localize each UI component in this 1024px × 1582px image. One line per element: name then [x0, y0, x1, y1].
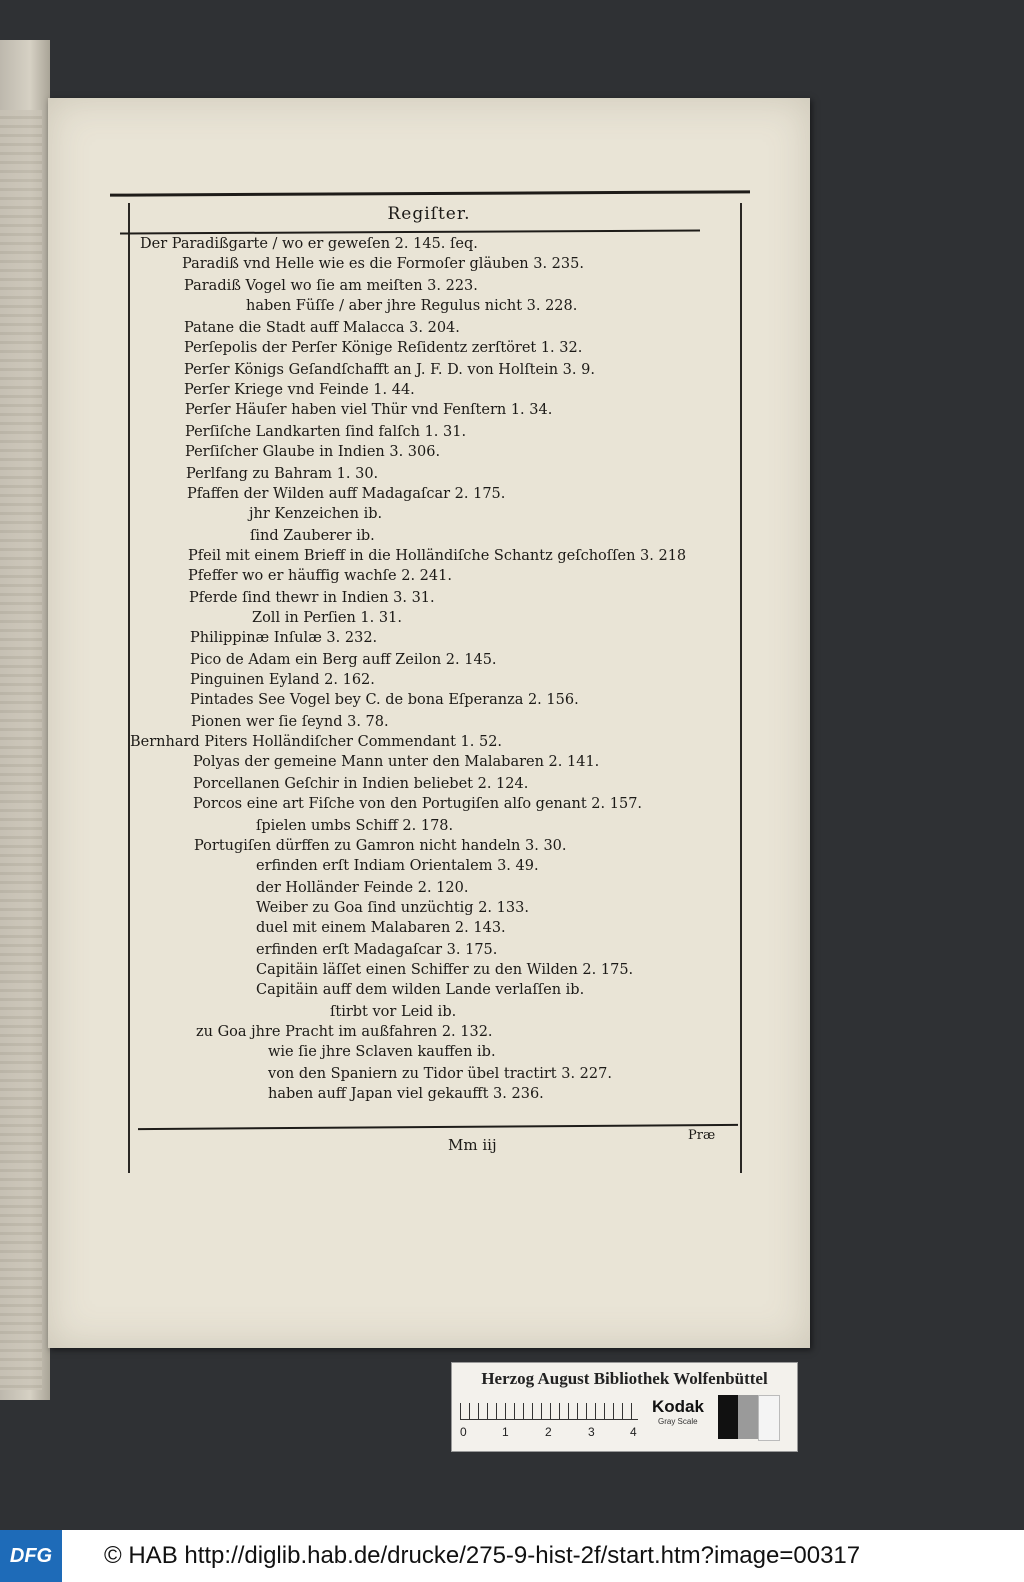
ruler-label: 4 — [630, 1425, 637, 1439]
ruler-label: 2 — [545, 1425, 552, 1439]
register-entry: ſtirbt vor Leid ib. — [330, 1004, 457, 1020]
color-calibration-card — [451, 1362, 798, 1452]
ruler-label: 3 — [588, 1425, 595, 1439]
register-entry: Paradiß vnd Helle wie es die Formoſer gläuben 3. 235. — [182, 256, 584, 272]
register-entry: Pferde ſind thewr in Indien 3. 31. — [189, 590, 435, 606]
gray-patch-black — [718, 1395, 738, 1439]
register-entry: erfinden erſt Madagaſcar 3. 175. — [256, 942, 498, 958]
register-entry: Perſiſcher Glaube in Indien 3. 306. — [185, 444, 441, 460]
register-entry: Pionen wer ſie ſeynd 3. 78. — [191, 714, 389, 730]
register-entry: von den Spaniern zu Tidor übel tractirt 3. 227. — [268, 1066, 612, 1082]
register-entry: haben auff Japan viel gekaufft 3. 236. — [268, 1086, 544, 1102]
register-entry: Philippinæ Inſulæ 3. 232. — [190, 630, 378, 646]
register-entry: ſpielen umbs Schiff 2. 178. — [256, 818, 454, 834]
top-rule — [110, 190, 750, 196]
gray-patch-white — [758, 1395, 780, 1441]
footer-bar — [0, 1530, 1024, 1582]
register-entry: jhr Kenzeichen ib. — [249, 506, 383, 522]
register-entry: Perſiſche Landkarten ſind falſch 1. 31. — [185, 424, 467, 440]
register-entry: Perſer Königs Geſandſchafft an J. F. D. von Holſtein 3. 9. — [184, 362, 595, 378]
ruler-label: 0 — [460, 1425, 467, 1439]
register-entry: Perſer Häuſer haben viel Thür vnd Fenſtern 1. 34. — [185, 402, 553, 418]
register-entry: Portugiſen dürffen zu Gamron nicht handeln 3. 30. — [194, 838, 567, 854]
register-entry: Perlfang zu Bahram 1. 30. — [186, 466, 379, 482]
gray-patch-mid — [738, 1395, 758, 1439]
register-entry: haben Füſſe / aber jhre Regulus nicht 3. 228. — [246, 298, 578, 314]
left-page-edge-lines — [0, 110, 42, 1390]
kodak-logo: Kodak — [652, 1397, 704, 1416]
register-entry: Capitäin auff dem wilden Lande verlaſſen ib. — [256, 982, 585, 998]
register-entry: Pfeil mit einem Brieff in die Holländiſche Schantz geſchoſſen 3. 218 — [188, 548, 687, 564]
register-entry: Capitäin läſſet einen Schiffer zu den Wilden 2. 175. — [256, 962, 634, 978]
register-entry: Der Paradißgarte / wo er geweſen 2. 145. ſeq. — [140, 236, 478, 252]
register-entry: duel mit einem Malabaren 2. 143. — [256, 920, 506, 936]
register-entry: Pinguinen Eyland 2. 162. — [190, 672, 375, 688]
register-entry: Bernhard Piters Holländiſcher Commendant 1. 52. — [130, 734, 503, 750]
register-entry: Weiber zu Goa ſind unzüchtig 2. 133. — [256, 900, 529, 916]
register-entry: Pico de Adam ein Berg auff Zeilon 2. 145. — [190, 652, 497, 668]
register-entry: Polyas der gemeine Mann unter den Malabaren 2. 141. — [193, 754, 600, 770]
register-entry: wie ſie jhre Sclaven kauffen ib. — [268, 1044, 496, 1060]
register-entry: Porcos eine art Fiſche von den Portugiſen alſo genant 2. 157. — [193, 796, 643, 812]
ruler-label: 1 — [502, 1425, 509, 1439]
register-entry: Porcellanen Geſchir in Indien beliebet 2. 124. — [193, 776, 529, 792]
register-entry: Patane die Stadt auff Malacca 3. 204. — [184, 320, 460, 336]
source-url[interactable]: © HAB http://diglib.hab.de/drucke/275-9-hist-2f/start.htm?image=00317 — [104, 1542, 861, 1569]
register-entry: Perſepolis der Perſer Könige Reſidentz zerſtöret 1. 32. — [184, 340, 583, 356]
signature-mark: Mm iij — [448, 1136, 497, 1154]
page-title: Regiſter. — [387, 204, 471, 224]
catchword: Præ — [688, 1128, 716, 1143]
register-entry: Paradiß Vogel wo ſie am meiſten 3. 223. — [184, 278, 478, 294]
scanned-page — [48, 98, 810, 1348]
register-entry: Pfaffen der Wilden auff Madagaſcar 2. 175. — [187, 486, 506, 502]
register-entry: erfinden erſt Indiam Orientalem 3. 49. — [256, 858, 539, 874]
register-entry: Pfeffer wo er häuffig wachſe 2. 241. — [188, 568, 452, 584]
ruler — [460, 1403, 638, 1420]
register-entry: Zoll in Perſien 1. 31. — [252, 610, 402, 626]
register-entry: zu Goa jhre Pracht im außfahren 2. 132. — [196, 1024, 493, 1040]
register-entry: Perſer Kriege vnd Feinde 1. 44. — [184, 382, 415, 398]
register-entry: Pintades See Vogel bey C. de bona Eſperanza 2. 156. — [190, 692, 579, 708]
register-entry: ſind Zauberer ib. — [250, 528, 375, 544]
dfg-logo: DFG — [0, 1530, 62, 1582]
gray-scale-label: Gray Scale — [658, 1417, 698, 1426]
library-name: Herzog August Bibliothek Wolfenbüttel — [481, 1369, 768, 1388]
register-entry: der Holländer Feinde 2. 120. — [256, 880, 469, 896]
